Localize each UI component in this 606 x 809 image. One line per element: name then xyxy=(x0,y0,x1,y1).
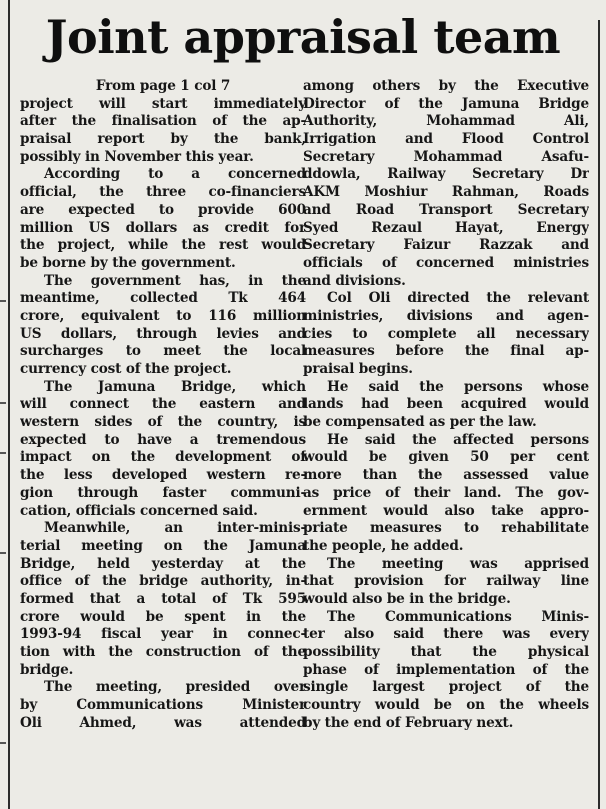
article-line: will connect the eastern and xyxy=(20,396,306,413)
article-line: more than the assessed value xyxy=(303,467,589,484)
article-line: that provision for railway line xyxy=(303,573,589,590)
article-line: cies to complete all necessary xyxy=(303,325,589,342)
article-line: Col Oli directed the relevant xyxy=(327,290,589,307)
article-line: priate measures to rehabilitate xyxy=(303,520,589,537)
article-line: phase of implementation of the xyxy=(303,661,589,678)
article-line: praisal report by the bank, xyxy=(20,131,306,148)
article-line: The government has, in the xyxy=(44,272,306,289)
article-line: would be given 50 per cent xyxy=(303,449,589,466)
article-line: Secretary Mohammad Asafu- xyxy=(303,148,589,165)
article-line: The meeting was apprised xyxy=(327,555,589,572)
article-line: and Road Transport Secretary xyxy=(303,201,589,218)
article-line: are expected to provide 600 xyxy=(20,201,306,218)
article-line: possibility that the physical xyxy=(303,644,589,660)
article-line: Secretary Faizur Razzak and xyxy=(303,237,589,254)
headline: Joint appraisal team xyxy=(45,10,561,64)
article-line: surcharges to meet the local xyxy=(20,343,306,360)
article-line: crore, equivalent to 116 million xyxy=(20,307,306,324)
article-line: Oli Ahmed, was attended xyxy=(20,714,306,731)
article-line: Meanwhile, an inter-minis- xyxy=(44,520,306,537)
article-line: currency cost of the project. xyxy=(20,361,232,377)
article-line: impact on the development of xyxy=(20,449,306,466)
right-column-rule xyxy=(598,20,600,809)
article-line: He said the affected persons xyxy=(327,431,589,448)
article-line: office of the bridge authority, in- xyxy=(20,573,306,590)
article-line: as price of their land. The gov- xyxy=(303,484,589,501)
article-line: million US dollars as credit for xyxy=(20,219,306,236)
article-line: gion through faster communi- xyxy=(20,484,306,501)
article-line: country would be on the wheels xyxy=(303,697,589,714)
article-line: ernment would also take appro- xyxy=(303,502,589,519)
article-column-left xyxy=(20,78,306,732)
article-line: the people, he added. xyxy=(303,537,464,554)
article-line: tion with the construction of the xyxy=(20,644,306,660)
article-line: officials of concerned ministries xyxy=(303,254,589,271)
article-line: AKM Moshiur Rahman, Roads xyxy=(303,184,589,201)
article-line: The Jamuna Bridge, which xyxy=(44,378,306,395)
article-line: among others by the Executive xyxy=(303,78,589,94)
page-edge-marks xyxy=(0,0,8,809)
article-line: According to a concerned xyxy=(44,166,306,183)
article-line: He said the persons whose xyxy=(327,378,589,395)
article-line: possibly in November this year. xyxy=(20,148,254,165)
article-line: Authority, Mohammad Ali, xyxy=(303,113,589,130)
article-line: and divisions. xyxy=(303,272,406,289)
article-line: terial meeting on the Jamuna xyxy=(20,537,306,554)
article-line: meantime, collected Tk 464 xyxy=(20,290,306,307)
article-line: the less developed western re- xyxy=(20,467,306,484)
article-column-right xyxy=(303,78,589,732)
article-line: by Communications Minister xyxy=(20,697,306,714)
article-line: be borne by the government. xyxy=(20,254,236,271)
article-line: ter also said there was every xyxy=(303,626,589,643)
article-line: western sides of the country, is xyxy=(20,414,306,431)
article-line: Irrigation and Flood Control xyxy=(303,131,589,148)
article-line: bridge. xyxy=(20,661,74,678)
article-line: project will start immediately xyxy=(20,95,306,112)
article-line: ddowla, Railway Secretary Dr xyxy=(303,166,589,183)
article-line: The meeting, presided over xyxy=(44,679,306,696)
article-line: expected to have a tremendous xyxy=(20,431,306,448)
article-line: praisal begins. xyxy=(303,361,413,377)
article-line: lands had been acquired would xyxy=(303,396,589,413)
article-line: measures before the final ap- xyxy=(303,343,589,360)
article-line: would also be in the bridge. xyxy=(303,590,511,607)
article-line: the project, while the rest would xyxy=(20,237,306,254)
article-line: Bridge, held yesterday at the xyxy=(20,555,306,572)
article-line: cation, officials concerned said. xyxy=(20,502,258,519)
article-line: formed that a total of Tk 595 xyxy=(20,590,306,607)
left-column-rule xyxy=(8,0,10,809)
article-line: Syed Rezaul Hayat, Energy xyxy=(303,219,589,236)
article-line: be compensated as per the law. xyxy=(303,414,537,431)
article-line: official, the three co-financiers xyxy=(20,184,306,201)
article-line: The Communications Minis- xyxy=(327,608,589,625)
article-line: 1993-94 fiscal year in connec- xyxy=(20,626,306,643)
article-line: ministries, divisions and agen- xyxy=(303,307,589,324)
article-line: US dollars, through levies and xyxy=(20,325,306,342)
continuation-note: From page 1 col 7 xyxy=(95,78,231,94)
article-line: crore would be spent in the xyxy=(20,608,306,625)
article-line: single largest project of the xyxy=(303,679,589,696)
article-line: after the finalisation of the ap- xyxy=(20,113,306,130)
article-line: by the end of February next. xyxy=(303,714,514,731)
article-line: Director of the Jamuna Bridge xyxy=(303,95,589,112)
